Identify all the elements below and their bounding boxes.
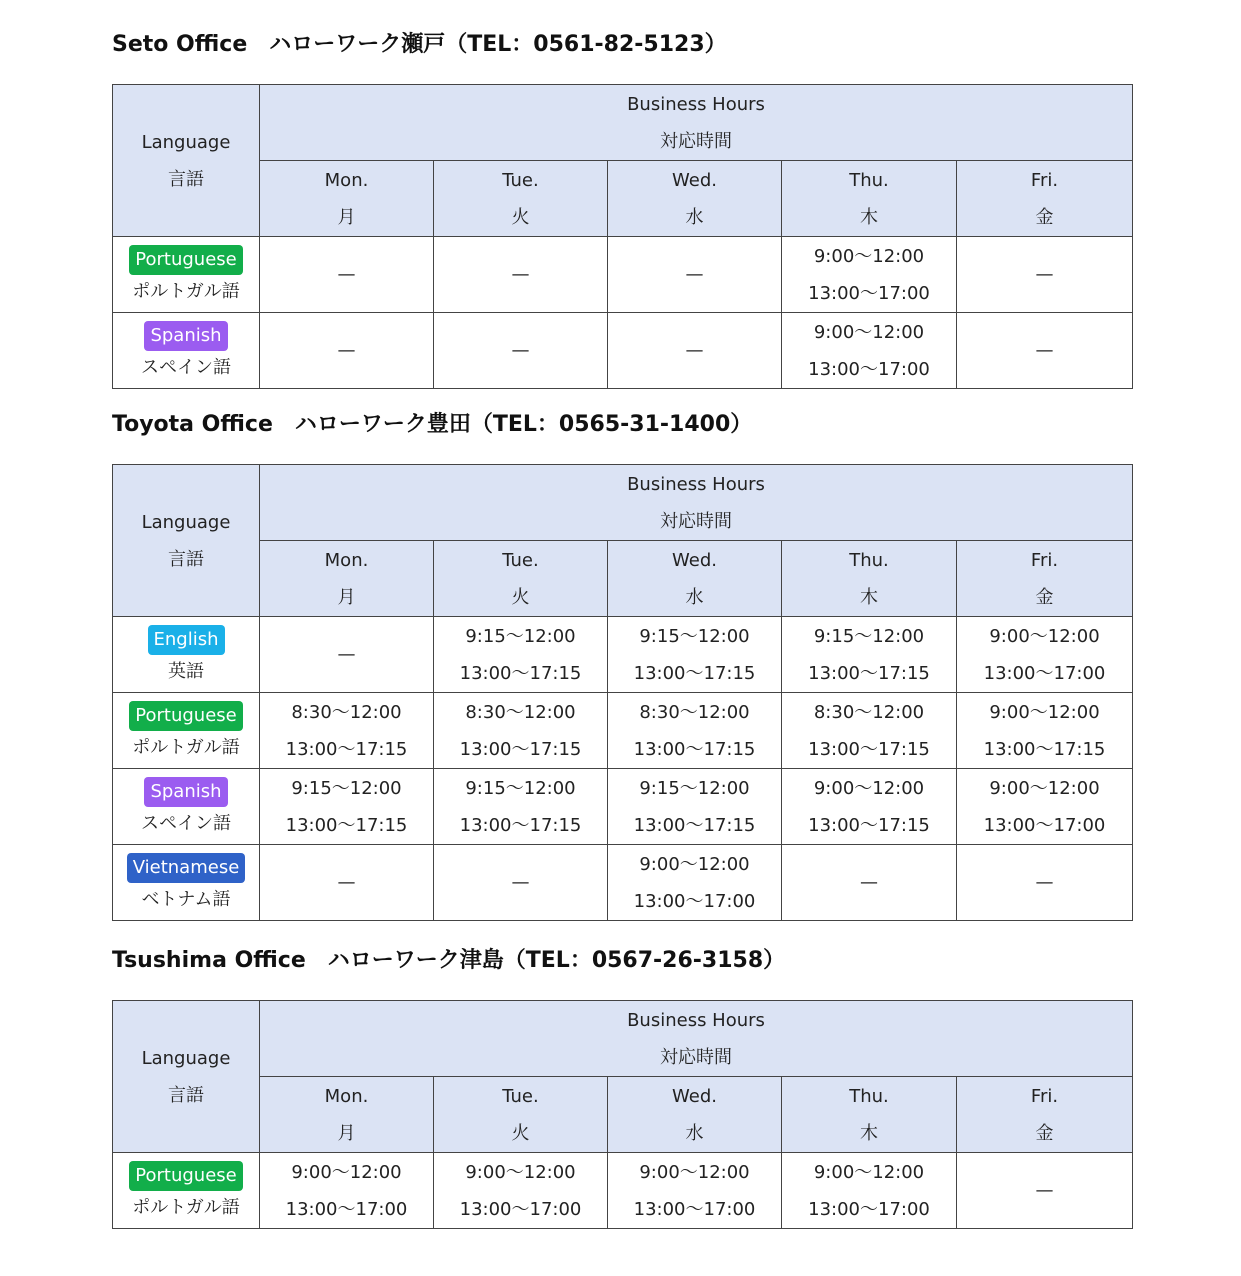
business-hours-header-ja: 対応時間 bbox=[660, 510, 732, 532]
day-header-ja: 火 bbox=[511, 206, 530, 228]
time-range: 8:30～12:00 bbox=[639, 701, 750, 723]
time-range: 8:30～12:00 bbox=[813, 701, 925, 723]
hours-cell bbox=[957, 1153, 1133, 1229]
language-name-ja: ポルトガル語 bbox=[132, 736, 240, 758]
no-service-dash: — bbox=[337, 264, 356, 285]
time-range: 9:15～12:00 bbox=[465, 625, 576, 647]
day-header-ja: 金 bbox=[1035, 1122, 1054, 1144]
hours-cell bbox=[957, 313, 1133, 389]
time-range: 13:00～17:15 bbox=[983, 738, 1106, 760]
day-header-row bbox=[113, 161, 1133, 237]
language-header bbox=[113, 1001, 260, 1153]
language-name-ja: ベトナム語 bbox=[141, 888, 231, 910]
hours-cell bbox=[260, 617, 434, 693]
time-range: 13:00～17:15 bbox=[633, 738, 756, 760]
business-hours-header bbox=[260, 465, 1133, 541]
language-header-ja: 言語 bbox=[168, 548, 204, 570]
header-row bbox=[113, 465, 1133, 541]
hours-cell bbox=[608, 693, 782, 769]
hours-cell bbox=[434, 769, 608, 845]
table-row bbox=[113, 845, 1133, 921]
language-name-ja: スペイン語 bbox=[141, 812, 231, 834]
day-header-en: Fri. bbox=[1030, 549, 1059, 571]
language-cell bbox=[113, 1153, 260, 1229]
time-range: 13:00～17:15 bbox=[808, 738, 930, 760]
time-range: 9:15～12:00 bbox=[291, 777, 402, 799]
business-hours-table bbox=[112, 464, 1133, 921]
hours-cell bbox=[260, 237, 434, 313]
table-row bbox=[113, 693, 1133, 769]
table-row bbox=[113, 237, 1133, 313]
hours-cell bbox=[608, 313, 782, 389]
time-range: 9:00～12:00 bbox=[639, 1161, 750, 1183]
hours-cell bbox=[782, 617, 957, 693]
day-header-ja: 火 bbox=[511, 1122, 530, 1144]
time-range: 13:00～17:00 bbox=[633, 1198, 756, 1220]
language-cell bbox=[113, 845, 260, 921]
hours-cell bbox=[260, 845, 434, 921]
day-header-en: Thu. bbox=[849, 169, 889, 191]
day-header bbox=[782, 1077, 957, 1153]
no-service-dash: — bbox=[1035, 340, 1054, 361]
day-header bbox=[608, 1077, 782, 1153]
time-range: 13:00～17:15 bbox=[459, 662, 582, 684]
time-range: 9:15～12:00 bbox=[639, 777, 750, 799]
hours-cell bbox=[434, 237, 608, 313]
business-hours-table bbox=[112, 84, 1133, 389]
day-header bbox=[260, 1077, 434, 1153]
business-hours-header-ja: 対応時間 bbox=[660, 1046, 732, 1068]
time-range: 13:00～17:15 bbox=[633, 814, 756, 836]
hours-cell bbox=[957, 845, 1133, 921]
table-row bbox=[113, 617, 1133, 693]
hours-cell bbox=[957, 769, 1133, 845]
day-header-en: Fri. bbox=[1030, 1085, 1059, 1107]
time-range: 9:00～12:00 bbox=[813, 1161, 925, 1183]
day-header-ja: 月 bbox=[337, 206, 356, 228]
day-header-en: Mon. bbox=[324, 169, 369, 191]
hours-cell bbox=[782, 769, 957, 845]
no-service-dash: — bbox=[1035, 872, 1054, 893]
hours-cell bbox=[608, 237, 782, 313]
time-range: 13:00～17:15 bbox=[633, 662, 756, 684]
table-row bbox=[113, 769, 1133, 845]
hours-cell bbox=[782, 693, 957, 769]
language-cell bbox=[113, 617, 260, 693]
hours-cell bbox=[608, 1153, 782, 1229]
hours-cell bbox=[782, 237, 957, 313]
day-header-ja: 水 bbox=[685, 206, 704, 228]
day-header-en: Mon. bbox=[324, 549, 369, 571]
business-hours-header bbox=[260, 1001, 1133, 1077]
language-header bbox=[113, 465, 260, 617]
day-header bbox=[782, 541, 957, 617]
day-header-ja: 木 bbox=[860, 1122, 878, 1144]
time-range: 13:00～17:15 bbox=[285, 738, 408, 760]
time-range: 9:00～12:00 bbox=[989, 701, 1100, 723]
language-header-en: Language bbox=[141, 511, 231, 533]
day-header bbox=[608, 161, 782, 237]
hours-cell bbox=[260, 313, 434, 389]
language-cell bbox=[113, 237, 260, 313]
day-header bbox=[434, 1077, 608, 1153]
time-range: 9:00～12:00 bbox=[465, 1161, 576, 1183]
office-title: Toyota Office ハローワーク豊田（TEL：0565-31-1400） bbox=[112, 412, 753, 437]
time-range: 13:00～17:00 bbox=[285, 1198, 408, 1220]
time-range: 9:00～12:00 bbox=[813, 777, 925, 799]
language-name-ja: 英語 bbox=[168, 660, 204, 682]
time-range: 13:00～17:00 bbox=[983, 814, 1106, 836]
language-badge: Spanish bbox=[144, 321, 227, 351]
day-header bbox=[957, 541, 1133, 617]
language-header-en: Language bbox=[141, 131, 231, 153]
hours-cell bbox=[608, 769, 782, 845]
language-badge: Portuguese bbox=[129, 701, 242, 731]
business-hours-table bbox=[112, 1000, 1133, 1229]
time-range: 9:00～12:00 bbox=[813, 321, 925, 343]
no-service-dash: — bbox=[685, 340, 704, 361]
time-range: 8:30～12:00 bbox=[291, 701, 402, 723]
day-header-ja: 水 bbox=[685, 1122, 704, 1144]
day-header-ja: 月 bbox=[337, 1122, 356, 1144]
hours-cell bbox=[434, 1153, 608, 1229]
time-range: 13:00～17:00 bbox=[808, 282, 930, 304]
business-hours-header-en: Business Hours bbox=[627, 93, 765, 115]
day-header bbox=[434, 161, 608, 237]
time-range: 13:00～17:15 bbox=[459, 814, 582, 836]
time-range: 13:00～17:00 bbox=[808, 358, 930, 380]
time-range: 9:15～12:00 bbox=[639, 625, 750, 647]
hours-cell bbox=[782, 1153, 957, 1229]
hours-cell bbox=[957, 237, 1133, 313]
day-header bbox=[782, 161, 957, 237]
day-header-en: Tue. bbox=[502, 549, 539, 571]
language-badge: Portuguese bbox=[129, 245, 242, 275]
day-header-ja: 木 bbox=[860, 586, 878, 608]
hours-cell bbox=[782, 313, 957, 389]
day-header-ja: 金 bbox=[1035, 586, 1054, 608]
office-title: Seto Office ハローワーク瀬戸（TEL：0561-82-5123） bbox=[112, 32, 727, 57]
hours-cell bbox=[260, 769, 434, 845]
hours-cell bbox=[434, 617, 608, 693]
business-hours-header-ja: 対応時間 bbox=[660, 130, 732, 152]
time-range: 9:00～12:00 bbox=[291, 1161, 402, 1183]
time-range: 8:30～12:00 bbox=[465, 701, 576, 723]
time-range: 9:15～12:00 bbox=[813, 625, 925, 647]
hours-cell bbox=[957, 617, 1133, 693]
language-header-ja: 言語 bbox=[168, 168, 204, 190]
language-name-ja: ポルトガル語 bbox=[132, 1196, 240, 1218]
time-range: 13:00～17:00 bbox=[808, 1198, 930, 1220]
language-name-ja: スペイン語 bbox=[141, 356, 231, 378]
time-range: 13:00～17:15 bbox=[808, 814, 930, 836]
language-cell bbox=[113, 313, 260, 389]
no-service-dash: — bbox=[511, 264, 530, 285]
language-header-en: Language bbox=[141, 1047, 231, 1069]
header-row bbox=[113, 1001, 1133, 1077]
day-header-ja: 金 bbox=[1035, 206, 1054, 228]
day-header-row bbox=[113, 541, 1133, 617]
hours-cell bbox=[434, 845, 608, 921]
time-range: 13:00～17:00 bbox=[633, 890, 756, 912]
language-cell bbox=[113, 769, 260, 845]
time-range: 9:00～12:00 bbox=[989, 625, 1100, 647]
hours-cell bbox=[260, 693, 434, 769]
day-header bbox=[434, 541, 608, 617]
day-header bbox=[957, 1077, 1133, 1153]
business-hours-header bbox=[260, 85, 1133, 161]
day-header-ja: 水 bbox=[685, 586, 704, 608]
time-range: 9:15～12:00 bbox=[465, 777, 576, 799]
language-badge: Vietnamese bbox=[127, 853, 246, 883]
no-service-dash: — bbox=[860, 872, 878, 893]
time-range: 13:00～17:15 bbox=[285, 814, 408, 836]
day-header-ja: 火 bbox=[511, 586, 530, 608]
time-range: 13:00～17:15 bbox=[808, 662, 930, 684]
day-header bbox=[957, 161, 1133, 237]
hours-cell bbox=[260, 1153, 434, 1229]
no-service-dash: — bbox=[337, 340, 356, 361]
hours-cell bbox=[957, 693, 1133, 769]
business-hours-header-en: Business Hours bbox=[627, 473, 765, 495]
language-badge: Spanish bbox=[144, 777, 227, 807]
business-hours-header-en: Business Hours bbox=[627, 1009, 765, 1031]
day-header-en: Wed. bbox=[672, 549, 717, 571]
no-service-dash: — bbox=[511, 340, 530, 361]
hours-cell bbox=[608, 617, 782, 693]
day-header-row bbox=[113, 1077, 1133, 1153]
language-header-ja: 言語 bbox=[168, 1084, 204, 1106]
hours-cell bbox=[608, 845, 782, 921]
no-service-dash: — bbox=[1035, 1180, 1054, 1201]
hours-cell bbox=[434, 693, 608, 769]
day-header-ja: 月 bbox=[337, 586, 356, 608]
day-header-en: Thu. bbox=[849, 1085, 889, 1107]
day-header-en: Wed. bbox=[672, 169, 717, 191]
language-name-ja: ポルトガル語 bbox=[132, 280, 240, 302]
time-range: 9:00～12:00 bbox=[989, 777, 1100, 799]
time-range: 9:00～12:00 bbox=[813, 245, 925, 267]
day-header-en: Tue. bbox=[502, 169, 539, 191]
day-header-en: Mon. bbox=[324, 1085, 369, 1107]
language-header bbox=[113, 85, 260, 237]
day-header bbox=[260, 541, 434, 617]
day-header-en: Tue. bbox=[502, 1085, 539, 1107]
office-title: Tsushima Office ハローワーク津島（TEL：0567-26-3158） bbox=[112, 948, 786, 973]
no-service-dash: — bbox=[511, 872, 530, 893]
language-badge: Portuguese bbox=[129, 1161, 242, 1191]
time-range: 9:00～12:00 bbox=[639, 853, 750, 875]
day-header-en: Fri. bbox=[1030, 169, 1059, 191]
time-range: 13:00～17:00 bbox=[983, 662, 1106, 684]
day-header bbox=[260, 161, 434, 237]
header-row bbox=[113, 85, 1133, 161]
day-header-en: Thu. bbox=[849, 549, 889, 571]
day-header bbox=[608, 541, 782, 617]
day-header-ja: 木 bbox=[860, 206, 878, 228]
language-cell bbox=[113, 693, 260, 769]
no-service-dash: — bbox=[685, 264, 704, 285]
no-service-dash: — bbox=[337, 872, 356, 893]
language-badge: English bbox=[148, 625, 225, 655]
hours-cell bbox=[782, 845, 957, 921]
table-row bbox=[113, 313, 1133, 389]
no-service-dash: — bbox=[337, 644, 356, 665]
time-range: 13:00～17:00 bbox=[459, 1198, 582, 1220]
hours-cell bbox=[434, 313, 608, 389]
day-header-en: Wed. bbox=[672, 1085, 717, 1107]
no-service-dash: — bbox=[1035, 264, 1054, 285]
time-range: 13:00～17:15 bbox=[459, 738, 582, 760]
table-row bbox=[113, 1153, 1133, 1229]
